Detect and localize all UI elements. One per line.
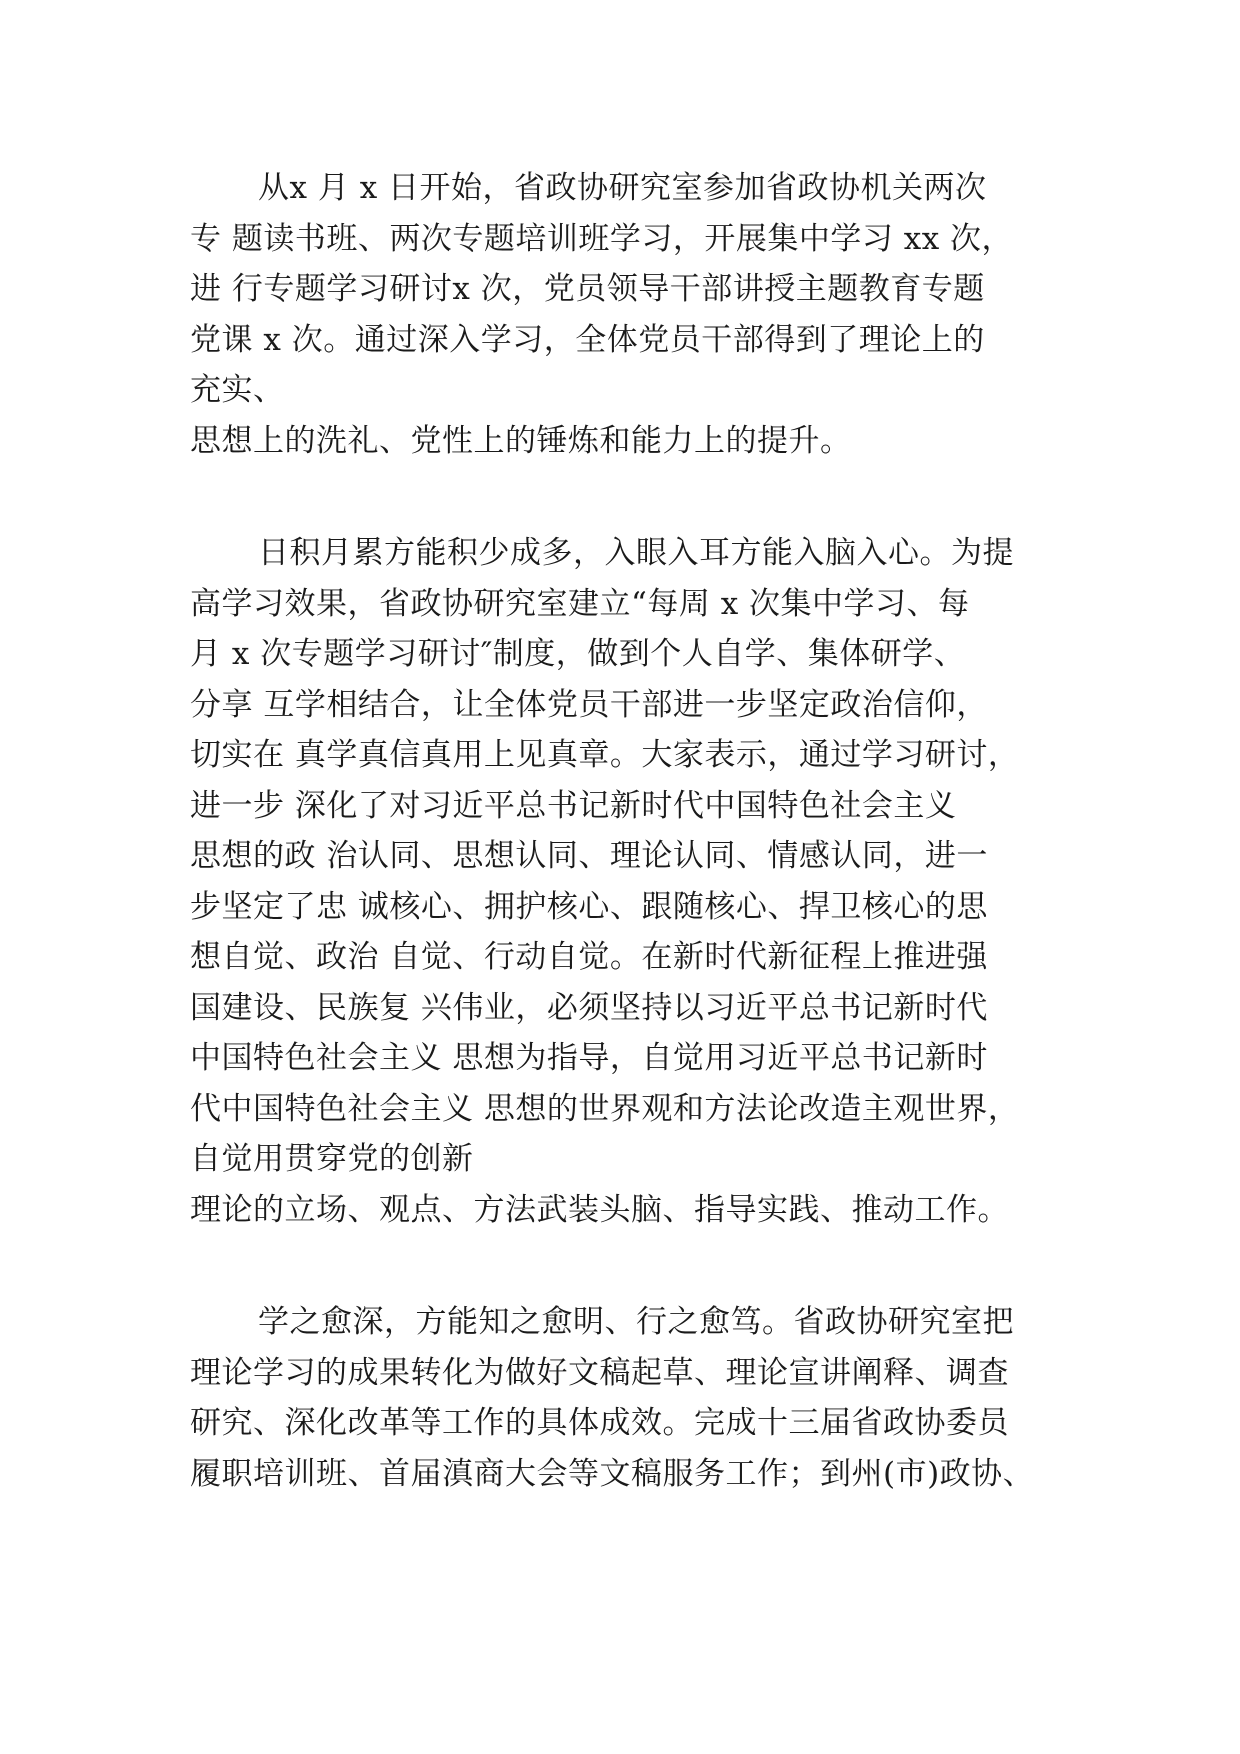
text-line: 想自觉、政治 自觉、行动自觉。在新时代新征程上推进强 [190, 939, 988, 975]
text-line: 切实在 真学真信真用上见真章。大家表示，通过学习研讨， [190, 737, 1020, 773]
text-line: 月 x 次专题学习研讨″制度，做到个人自学、集体研学、 [190, 636, 966, 672]
text-line: 理论的立场、观点、方法武装头脑、指导实践、推动工作。 [190, 1192, 1009, 1228]
text-line: 履职培训班、首届滇商大会等文稿服务工作；到州(市)政协、 [190, 1456, 1035, 1492]
text-line: 代中国特色社会主义 思想的世界观和方法论改造主观世界， [190, 1091, 1020, 1127]
text-line: 思想的政 治认同、思想认同、理论认同、情感认同，进一 [190, 838, 988, 874]
text-line: 自觉用贯穿党的创新 [190, 1141, 474, 1177]
text-line: 步坚定了忠 诚核心、拥护核心、跟随核心、捍卫核心的思 [190, 889, 988, 925]
text-line: 充实、 [190, 372, 285, 408]
text-line: 日积月累方能积少成多，入眼入耳方能入脑入心。为提 [258, 535, 1014, 571]
text-line: 从x 月 x 日开始，省政协研究室参加省政协机关两次 [258, 170, 987, 206]
text-line: 研究、深化改革等工作的具体成效。完成十三届省政协委员 [190, 1405, 1009, 1441]
text-line: 进 行专题学习研讨x 次，党员领导干部讲授主题教育专题 [190, 271, 985, 307]
text-line: 高学习效果，省政协研究室建立“每周 x 次集中学习、每 [190, 586, 970, 622]
text-line: 国建设、民族复 兴伟业，必须坚持以习近平总书记新时代 [190, 990, 988, 1026]
text-line: 理论学习的成果转化为做好文稿起草、理论宣讲阐释、调查 [190, 1355, 1009, 1391]
text-line: 进一步 深化了对习近平总书记新时代中国特色社会主义 [190, 788, 957, 824]
text-line: 思想上的洗礼、党性上的锤炼和能力上的提升。 [190, 423, 852, 459]
text-line: 专 题读书班、两次专题培训班学习，开展集中学习 xx 次， [190, 221, 1014, 257]
text-line: 党课 x 次。通过深入学习，全体党员干部得到了理论上的 [190, 322, 985, 358]
text-line: 学之愈深，方能知之愈明、行之愈笃。省政协研究室把 [258, 1304, 1014, 1340]
text-line: 中国特色社会主义 思想为指导，自觉用习近平总书记新时 [190, 1040, 988, 1076]
text-line: 分享 互学相结合，让全体党员干部进一步坚定政治信仰， [190, 687, 988, 723]
